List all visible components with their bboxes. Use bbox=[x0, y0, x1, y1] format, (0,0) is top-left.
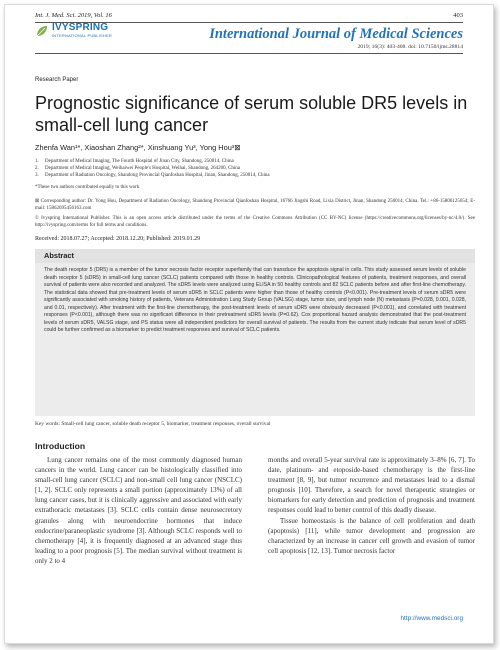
affiliation-item: 3. Department of Radiation Oncology, Shandong Provincial Qianfoshan Hospital, Jinan, Shandong, 250014, China bbox=[35, 173, 270, 178]
corresponding-author: ⊠ Corresponding author: Dr. Yong Hou, Department of Radiation Oncology, Shandong Provincial Qianfoshan Hospital, 16766 Jingshi Road, Lixia District, Jinan, Shandong 250014, China. Tel.: +86-15806125654; E-mail: 15862695456163.com bbox=[35, 199, 475, 211]
publisher-subtitle: INTERNATIONAL PUBLISHER bbox=[52, 33, 112, 38]
body-paragraph: Tissue homeostasis is the balance of cell proliferation and death (apoptosis) [11], while tumor development and progression are characterized by an increase in cancer cell growth and evasion of tumor cell apoptosis [12, 13]. Tumor necrosis factor bbox=[268, 516, 475, 555]
license-statement: © Ivyspring International Publisher. This is an open access article distributed under the terms of the Creative Commons Attribution (CC BY-NC) license (https://creativecommons.org/licenses/by-nc/4.0/). See http://ivyspring.com/terms for full terms and conditions. bbox=[35, 216, 475, 228]
publisher-logo bbox=[35, 23, 112, 38]
affiliation-item: 2. Department of Medical Imaging, Weihaiwei People's Hospital, Weihai, Shandong, 264200, China bbox=[35, 166, 241, 171]
affiliations bbox=[35, 158, 475, 179]
footer-url-link[interactable]: http://www.medsci.org bbox=[400, 615, 463, 622]
citation: 2019; 16(3): 403-408. doi: 10.7150/ijms.28814 bbox=[357, 44, 463, 50]
body-paragraph: Lung cancer remains one of the most commonly diagnosed human cancers in the world. Lung cancer can be histologically classified into small-cell lung cancer (SCLC) and non-small cell lung cancer (NSCLC) [1, 2]. SCLC only represents a small portion (approximately 13%) of all lung cancer cases, but it is clinically aggressive and associated with early extrathoracic metastases [3]. SCLC cells contain dense neurosecretory granules along with neuroendocrine hormones that induce endocrine/paraneoplastic syndrome [3]. Although SCLC responds well to chemotherapy [4], it is frequently diagnosed at an advanced stage thus leading to a poor prognosis [5]. The median survival without treatment is only 2 to 4 bbox=[35, 456, 242, 565]
journal-name: International Journal of Medical Sciences bbox=[209, 26, 463, 42]
abstract-text: The death receptor 5 (DR5) is a member of the tumor necrosis factor receptor superfamily that can transduce the apoptosis signal in cells. This study assessed serum levels of soluble death receptor 5 (sDR5) in small-cell lung cancer (SCLC) patients compared with those in healthy controls. Clinicopathological features of patients, treatment responses, and overall survival of patients were also recorded and analyzed. The sDR5 levels were analyzed using ELISA in 50 healthy controls and 82 SCLC patients before and after first-line chemotherapy. The statistical data showed that pre-treatment levels of serum sDR5 in SCLC patients were higher than those of healthy controls (P<0.001). Pre-treatment levels of serum sDR5 were significantly associated with smoking history of patients, Veterans Administration Lung Study Group (VALSG) stage, tumor size, and lymph node (N) metastasis (P=0.028, 0.001, 0.028, and 0.01, respectively). After treatment with the first-line chemotherapy, the post-treatment levels of serum sDR5 were obviously decreased (P<0.001), and correlated with treatment responses (P<0.001), although there was no significant difference in their pretreatment sDR5 levels (P=0.62). Cox proportional hazard analysis demonstrated that the post-treatment levels of serum sDR5, VALSG stage, and PS status were all independent predictors for overall survival of patients. The results from the current study indicate that serum level of sDR5 could be further confirmed as a biomarker to predict treatment responses and survival of SCLC patients. bbox=[44, 267, 466, 334]
author-list: Zhenfa Wan¹*, Xiaoshan Zhang²*, Xinshuang Yu³, Yong Hou³⊠ bbox=[35, 143, 241, 152]
paper-title: Prognostic significance of serum soluble DR5 levels in small-cell lung cancer bbox=[35, 93, 468, 135]
body-column-right bbox=[268, 455, 475, 556]
publisher-name: IVYSPRING bbox=[52, 22, 109, 33]
affiliation-item: 1. Department of Medical Imaging, The Fourth Hospital of Jinan City, Shandong, 250014, China bbox=[35, 159, 234, 164]
paper-page bbox=[4, 4, 494, 644]
body-paragraph: months and overall 5-year survival rate is approximately 3–8% [6, 7]. To date, platinum- and etoposide-based chemotherapy is the first-line treatment [8, 9], but tumor recurrence and metastases lead to a dismal prognosis [10]. Therefore, a search for novel therapeutic strategies or biomarkers for early detection and prediction of prognosis and treatment responses could lead to better control of this deadly disease. bbox=[268, 456, 475, 515]
abstract-box bbox=[35, 249, 475, 416]
body-column-left bbox=[35, 455, 242, 566]
running-head bbox=[35, 12, 463, 22]
masthead-rule bbox=[35, 53, 463, 54]
journal-abbr: Int. J. Med. Sci. 2019, Vol. 16 bbox=[35, 12, 112, 19]
abstract-heading: Abstract bbox=[35, 249, 475, 263]
article-type: Research Paper bbox=[35, 77, 79, 83]
page-number: 403 bbox=[453, 12, 463, 19]
ivy-leaf-icon bbox=[35, 24, 49, 38]
article-dates: Received: 2018.07.27; Accepted: 2018.12.20; Published: 2019.01.29 bbox=[35, 236, 201, 242]
equal-contribution-note: *These two authors contributed equally to this work. bbox=[35, 185, 141, 190]
keywords: Key words: Small-cell lung cancer, soluble death receptor 5, biomarker, treatment responses, overall survival bbox=[35, 421, 271, 427]
section-heading-introduction: Introduction bbox=[35, 441, 86, 451]
